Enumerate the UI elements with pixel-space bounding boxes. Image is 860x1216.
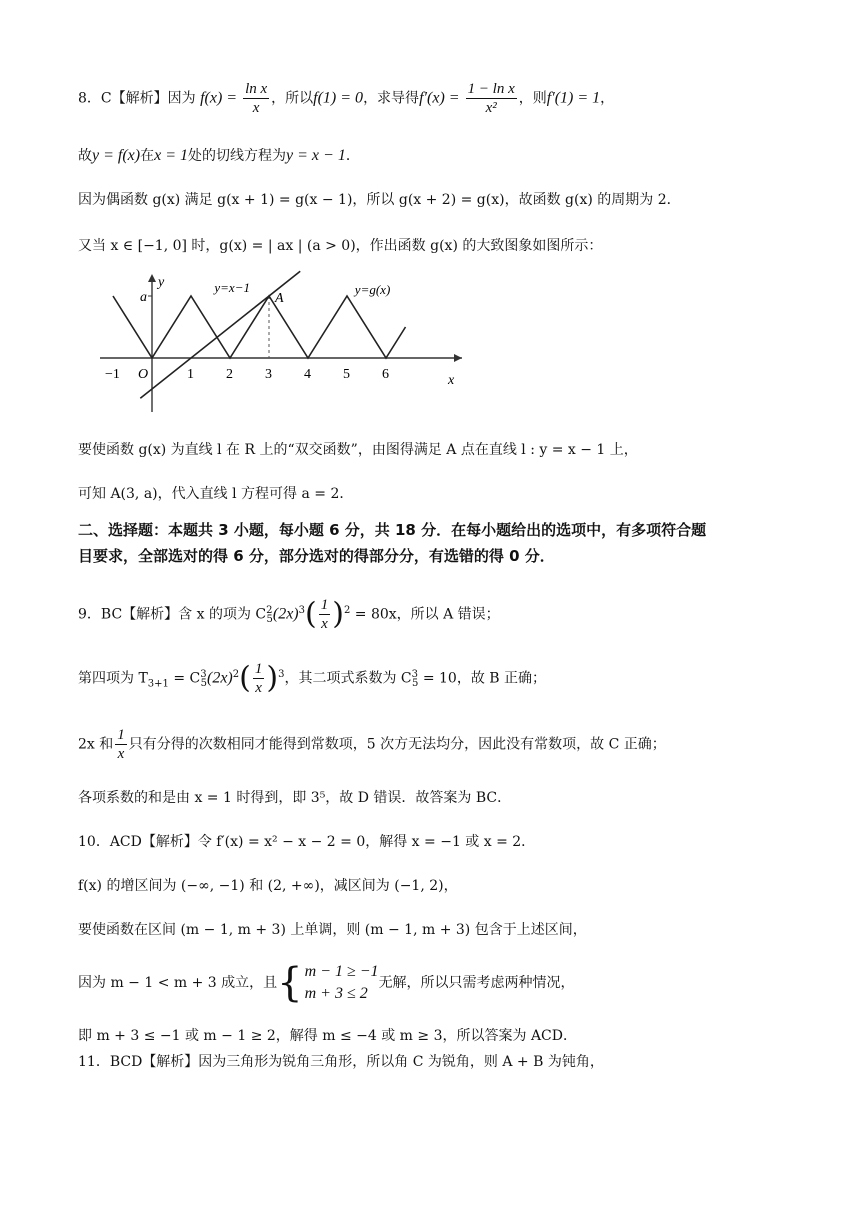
- denominator: x: [252, 100, 260, 116]
- formula: y = f(x): [92, 147, 141, 164]
- formula: f′(1) = 1: [546, 89, 601, 107]
- text: 在: [140, 148, 155, 164]
- inequality: m − 1 ≥ −1: [304, 963, 379, 980]
- text: ，求导得: [363, 90, 420, 107]
- text: 因为: [167, 90, 196, 107]
- curve-label: y=g(x): [354, 282, 391, 297]
- line-label: y=x−1: [214, 280, 250, 295]
- x-axis-label: x: [448, 373, 455, 388]
- formula: f′(x) =: [419, 89, 464, 107]
- q11-line-1: 11．BCD【解析】因为三角形为锐角三角形，所以角 C 为锐角，则 A + B 为钝角，: [78, 1054, 604, 1070]
- numerator: 1: [320, 597, 329, 613]
- q10-line-5: 即 m + 3 ≤ −1 或 m − 1 ≥ 2，解得 m ≤ −4 或 m ≥ 3，所以答案为 ACD．: [78, 1028, 577, 1044]
- x-tick-label: 2: [226, 367, 233, 382]
- q10-line-4: [78, 958, 575, 1008]
- fraction-derivative: [466, 80, 517, 117]
- x-tick-label: 4: [304, 367, 311, 382]
- text: ，其二项式系数为 C: [284, 670, 412, 687]
- function-graph: [90, 270, 470, 420]
- q9-line-2: 第四项为 $T_{3+1} = C^3_5(2x)^2$( $\frac{1}{x}$ )$^3$，其二项式系数为 $C^3_5 = 10$，故 B 正确；: [78, 660, 547, 696]
- denominator: x: [255, 680, 262, 696]
- q9-line-1: 9．BC【解析】含 x 的项为 $C^2_5(2x)^3$( $\frac{1}{x}$ )$^2$ = 80x，所以 A 错误；: [78, 596, 500, 632]
- fraction-lnx-over-x: [243, 80, 269, 117]
- denominator: x: [321, 616, 328, 632]
- q10-line-1: 10．ACD【解析】令 f′(x) = x² − x − 2 = 0，解得 x = −1 或 x = 2．: [78, 834, 536, 850]
- numerator: ln x: [245, 81, 268, 97]
- text: 无解，所以只需考虑两种情况，: [378, 975, 575, 991]
- text: 2x 和: [78, 736, 114, 753]
- fraction-1-over-x: [115, 726, 127, 763]
- inequality-system: [305, 961, 379, 1005]
- x-axis-arrow: [454, 354, 462, 362]
- q10-line-3: 要使函数在区间 (m − 1, m + 3) 上单调，则 (m − 1, m + 3) 包含于上述区间，: [78, 922, 587, 938]
- formula: x = 1: [154, 147, 189, 164]
- inequality: m + 3 ≤ 2: [304, 985, 368, 1002]
- numerator: 1 − ln x: [467, 81, 515, 97]
- numerator: 1: [117, 727, 125, 743]
- y-axis-arrow: [148, 274, 156, 282]
- text: ，: [600, 90, 615, 107]
- text: ，所以: [271, 90, 314, 107]
- y-value-a-label: a: [140, 290, 147, 305]
- g-curve: [113, 296, 406, 358]
- q8-line-6: 可知 A(3, a)，代入直线 l 方程可得 a = 2．: [78, 486, 354, 502]
- x-tick-label: 5: [343, 367, 350, 382]
- text: 因为 m − 1 < m + 3 成立，且: [78, 975, 278, 991]
- text: 故: [78, 148, 92, 164]
- q8-line-3: 因为偶函数 g(x) 满足 g(x + 1) = g(x − 1)，所以 g(x + 2) = g(x)，故函数 g(x) 的周期为 2．: [78, 192, 681, 208]
- text: = 10，故 B 正确；: [418, 670, 547, 687]
- denominator: x: [117, 746, 125, 762]
- text: 只有分得的次数相同才能得到常数项，5 次方无法均分，因此没有常数项，故 C 正确；: [128, 736, 666, 753]
- x-tick-label: 1: [187, 367, 194, 382]
- text: 第四项为 T: [78, 670, 148, 687]
- fraction-1-over-x: [319, 596, 331, 633]
- point-A-label: A: [275, 291, 284, 306]
- formula: f(1) = 0: [313, 89, 364, 107]
- denominator: x²: [485, 100, 497, 116]
- text: 处的切线方程为: [188, 148, 287, 164]
- fraction-1-over-x: [253, 660, 265, 697]
- formula: (2x): [272, 605, 299, 623]
- q9-line-3: [78, 726, 666, 763]
- q8-line-2: [78, 146, 360, 166]
- y-axis-label: y: [158, 275, 165, 290]
- q8-line-4: 又当 x ∈ [−1, 0] 时，g(x) = | ax | (a > 0)，作出函数 g(x) 的大致图象如图所示：: [78, 238, 603, 254]
- formula: f(x) =: [200, 89, 242, 107]
- q8-line-5: 要使函数 g(x) 为直线 l 在 R 上的“双交函数”，由图得满足 A 点在直线 l : y = x − 1 上，: [78, 442, 638, 458]
- x-tick-label: −1: [105, 367, 120, 382]
- section-2-heading-1: 二、选择题：本题共 3 小题，每小题 6 分，共 18 分．在每小题给出的选项中，有多项符合题: [78, 521, 707, 539]
- origin-label: O: [138, 367, 149, 382]
- q8-line-1: [78, 80, 614, 117]
- q9-line-4: 各项系数的和是由 x = 1 时得到，即 3⁵，故 D 错误．故答案为 BC．: [78, 790, 512, 806]
- text: ，则: [518, 90, 547, 107]
- text: ．: [345, 148, 360, 164]
- formula: y = x − 1: [286, 147, 346, 164]
- numerator: 1: [254, 661, 263, 677]
- q8-number: 8．C【解析】: [78, 90, 168, 107]
- text: = C: [168, 670, 201, 687]
- q10-line-2: f(x) 的增区间为 (−∞, −1) 和 (2, +∞)，减区间为 (−1, 2)，: [78, 878, 458, 894]
- x-tick-label: 3: [265, 367, 272, 382]
- system-brace: {: [277, 960, 303, 1006]
- formula: (2x): [207, 669, 233, 687]
- text: = 80x，所以 A 错误；: [350, 606, 500, 623]
- text: 9．BC【解析】含 x 的项为 C: [78, 606, 267, 623]
- x-tick-label: 6: [382, 367, 389, 382]
- section-2-heading-2: 目要求，全部选对的得 6 分，部分选对的得部分分，有选错的得 0 分．: [78, 547, 555, 565]
